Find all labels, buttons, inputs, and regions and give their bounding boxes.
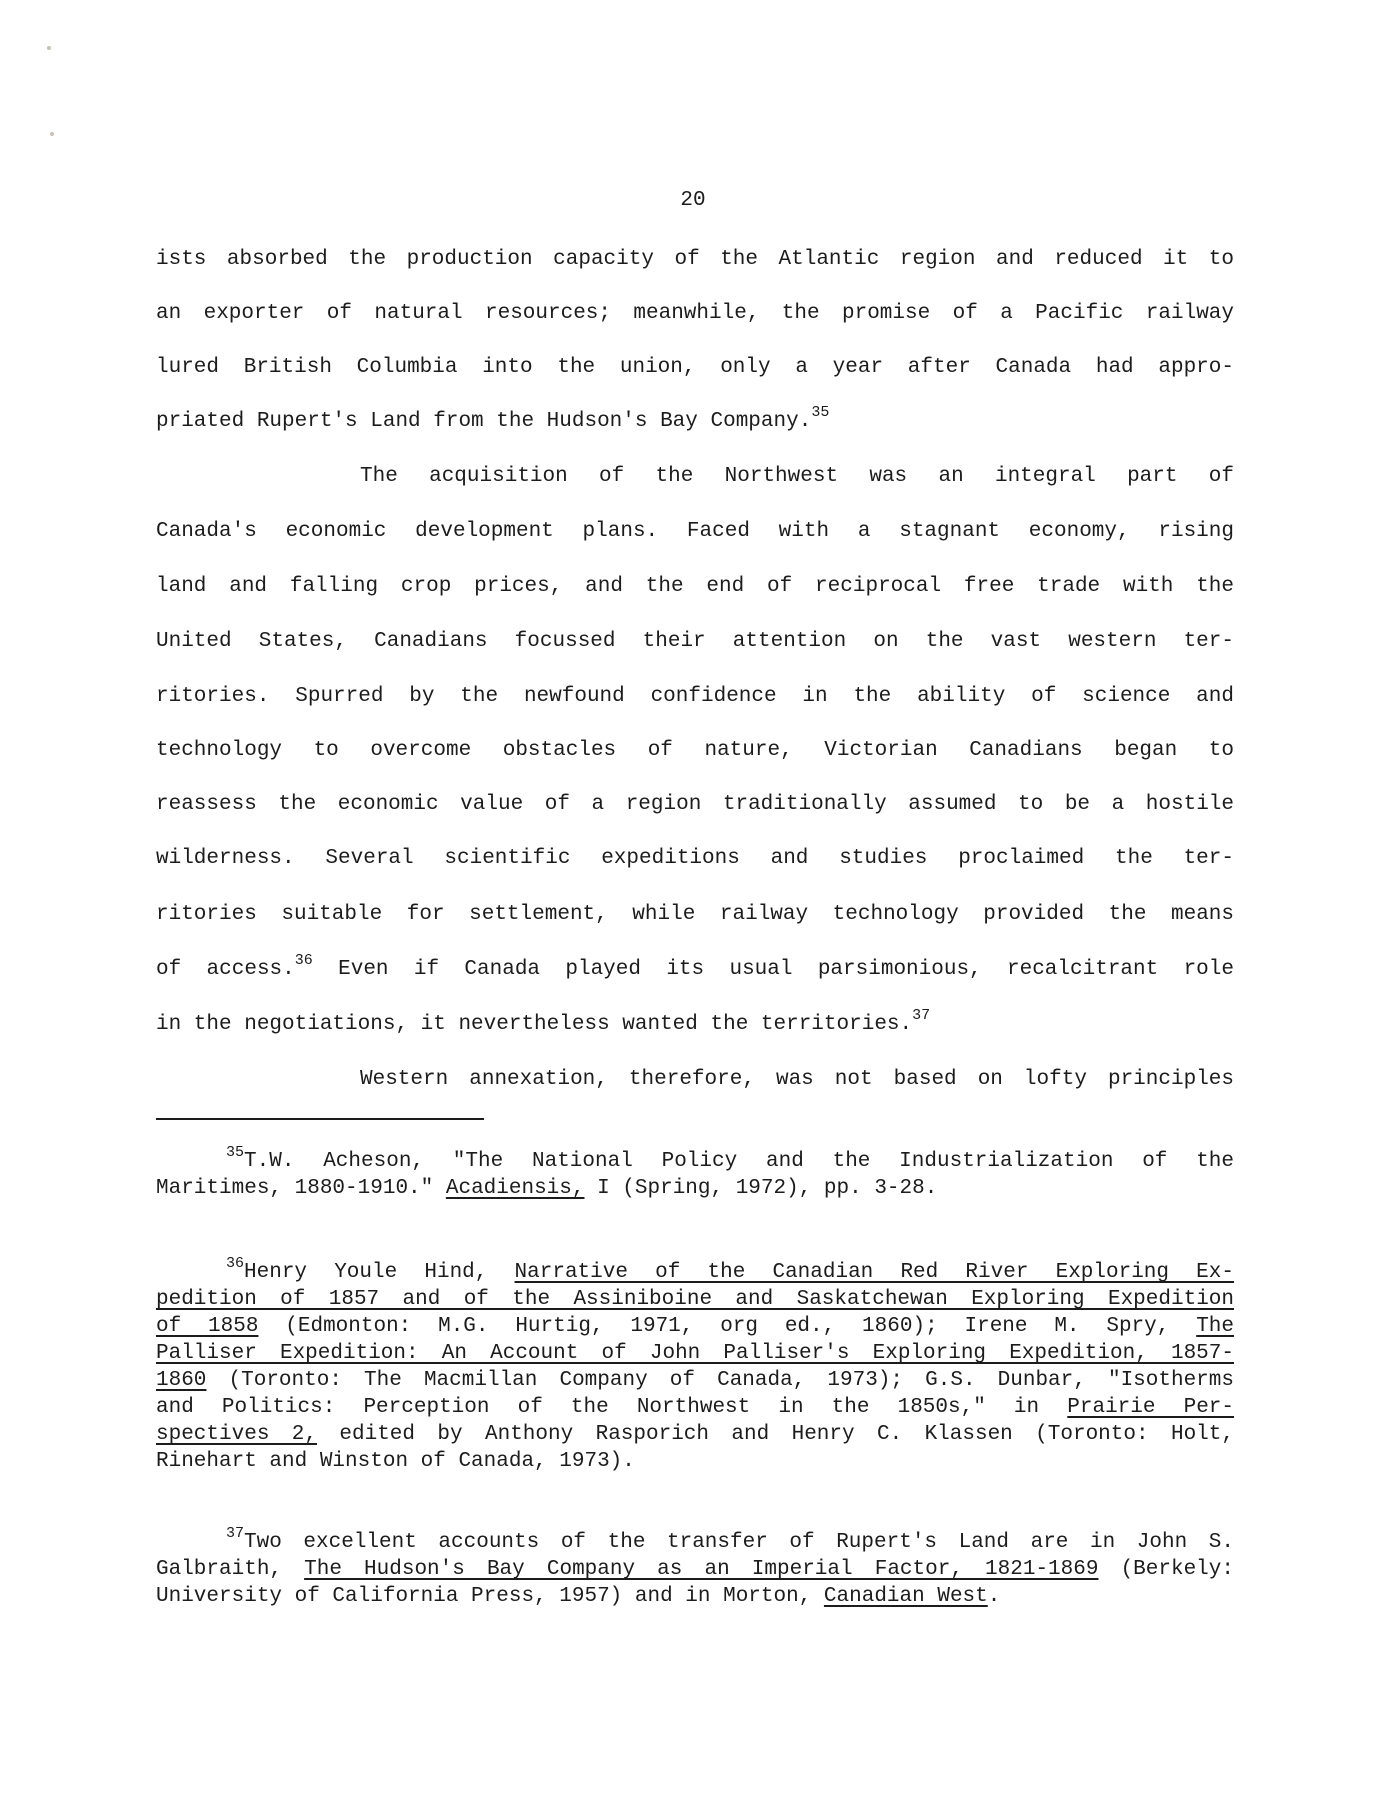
footnote-36-line: Rinehart and Winston of Canada, 1973).: [156, 1450, 635, 1473]
footnote-title: 1860: [156, 1369, 207, 1392]
footnote-text: Henry Youle Hind,: [244, 1261, 515, 1284]
scan-speck: [47, 46, 51, 50]
footnote-title: of 1858: [156, 1315, 259, 1338]
body-text: in the negotiations, it nevertheless wanted the territories.: [156, 1013, 913, 1036]
body-text: Even if Canada played its usual parsimonious, recalcitrant role: [338, 958, 1234, 981]
footnote-ref-37: 37: [912, 1007, 931, 1024]
footnote-number: 35: [226, 1144, 245, 1161]
body-line: United States, Canadians focussed their attention on the vast western ter-: [156, 630, 1234, 653]
footnote-35-line: [156, 1175, 1234, 1202]
body-text: priated Rupert's Land from the Hudson's Bay Company.: [156, 410, 812, 433]
footnote-title: Acadiensis,: [445, 1177, 585, 1200]
footnote-text: edited by Anthony Rasporich and Henry C. Klassen (Toronto: Holt,: [317, 1423, 1234, 1446]
footnote-37-line: [156, 1556, 1234, 1583]
footnote-title: Narrative of the Canadian Red River Exploring Ex-: [514, 1261, 1234, 1284]
body-line: [156, 952, 1234, 985]
footnote-text: I (Spring, 1972), pp. 3-28.: [584, 1177, 938, 1200]
body-line: an exporter of natural resources; meanwhile, the promise of a Pacific railway: [156, 302, 1234, 325]
footnote-ref-36: 36: [294, 952, 313, 969]
footnote-36-line: [156, 1313, 1234, 1340]
footnote-35-line: [226, 1144, 1234, 1175]
footnote-36-line: [156, 1340, 1234, 1367]
footnote-title: spectives 2,: [156, 1423, 318, 1446]
footnote-title: Canadian West: [823, 1585, 988, 1608]
footnote-title: Prairie Per-: [1067, 1396, 1235, 1419]
footnote-title: pedition of 1857 and of the Assiniboine and Saskatchewan Exploring Expedition: [156, 1288, 1234, 1311]
body-text: of access.: [156, 958, 295, 981]
scan-speck: [50, 132, 54, 136]
footnote-text: and Politics: Perception of the Northwest in the 1850s," in: [156, 1396, 1068, 1419]
footnote-text: (Edmonton: M.G. Hurtig, 1971, org ed., 1860); Irene M. Spry,: [258, 1315, 1197, 1338]
footnote-36-line: [226, 1255, 1234, 1286]
footnote-number: 36: [226, 1255, 245, 1272]
footnote-text: T.W. Acheson, "The National Policy and the Industrialization of the: [244, 1150, 1234, 1173]
body-line: [156, 404, 1234, 437]
body-line: Canada's economic development plans. Faced with a stagnant economy, rising: [156, 520, 1234, 543]
footnote-36-line: [156, 1286, 1234, 1313]
footnote-title: The Hudson's Bay Company as an Imperial Factor, 1821-1869: [304, 1558, 1099, 1581]
body-line: wilderness. Several scientific expeditions and studies proclaimed the ter-: [156, 847, 1234, 870]
body-line: Western annexation, therefore, was not based on lofty principles: [360, 1068, 1234, 1091]
footnote-title: The: [1196, 1315, 1234, 1338]
body-line: ritories. Spurred by the newfound confidence in the ability of science and: [156, 685, 1234, 708]
body-line: The acquisition of the Northwest was an integral part of: [360, 465, 1234, 488]
footnote-36-line: [156, 1421, 1234, 1448]
footnote-37-line: [226, 1525, 1234, 1556]
footnote-36-line: [156, 1367, 1234, 1394]
footnote-text: (Berkely:: [1098, 1558, 1234, 1581]
footnote-text: (Toronto: The Macmillan Company of Canada, 1973); G.S. Dunbar, "Isotherms: [206, 1369, 1234, 1392]
body-line: technology to overcome obstacles of nature, Victorian Canadians began to: [156, 739, 1234, 762]
footnote-text: Two excellent accounts of the transfer of Rupert's Land are in John S.: [244, 1531, 1234, 1554]
footnote-number: 37: [226, 1525, 245, 1542]
footnote-37-line: [156, 1583, 1234, 1610]
body-line: ists absorbed the production capacity of the Atlantic region and reduced it to: [156, 248, 1234, 271]
footnote-text: .: [987, 1585, 1001, 1608]
body-line: reassess the economic value of a region traditionally assumed to be a hostile: [156, 793, 1234, 816]
body-line: [156, 1007, 1234, 1040]
body-line: lured British Columbia into the union, only a year after Canada had appro-: [156, 356, 1234, 379]
footnote-text: University of California Press, 1957) and in Morton,: [156, 1585, 824, 1608]
body-line: ritories suitable for settlement, while railway technology provided the means: [156, 903, 1234, 926]
footnote-title: Palliser Expedition: An Account of John Palliser's Exploring Expedition, 1857-: [156, 1342, 1234, 1365]
footnote-text: Galbraith,: [156, 1558, 305, 1581]
footnote-ref-35: 35: [811, 404, 830, 421]
footnote-36-line: [156, 1394, 1234, 1421]
body-line: land and falling crop prices, and the end of reciprocal free trade with the: [156, 575, 1234, 598]
footnote-text: Maritimes, 1880-1910.": [156, 1177, 446, 1200]
page-number: 20: [680, 189, 706, 212]
footnote-separator: [156, 1118, 484, 1120]
